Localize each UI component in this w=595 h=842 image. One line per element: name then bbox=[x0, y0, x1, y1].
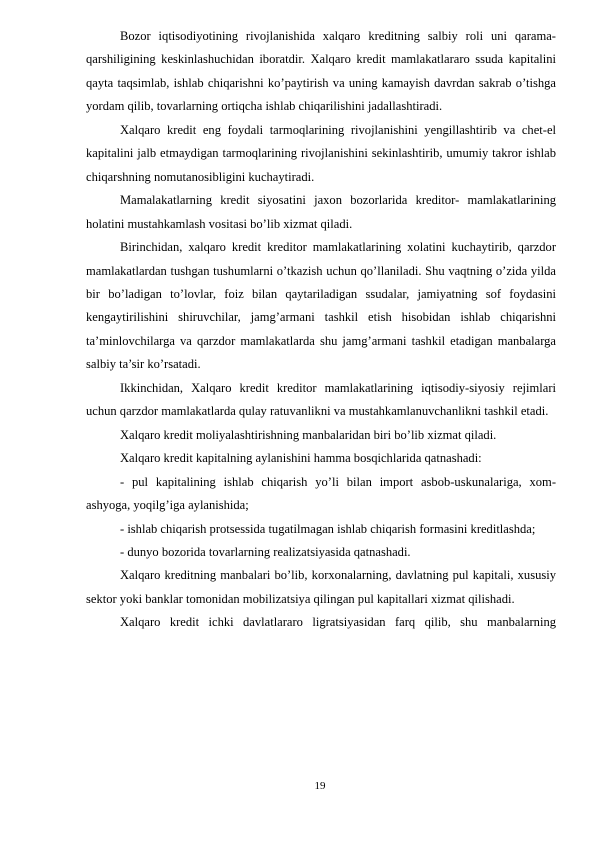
paragraph-4: Birinchidan, xalqaro kredit kreditor mamlakatlarining xolatini kuchaytirib, qarzdor mamlakatlardan tushgan tushumlarni o’tkazish uchun qo’llaniladi. Shu vaqtning o’zida yilda bir bo’ladigan to’lovlar, foiz bilan qaytariladigan ssudalar, jamiyatning sof foydasini kengaytirilishini shiruvchilar, jamg’armani tashkil etish hisobidan ishlab chiqarishni ta’minlovchilarga va qarzdor mamlakatlarda shu jamg’armani tashkil etadigan manbalarga salbiy ta’sir ko’rsatadi. bbox=[86, 240, 556, 372]
list-item-1: - pul kapitalining ishlab chiqarish yo’li bilan import asbob-uskunalariga, xom- ashyoga, yoqilg’iga aylanishida; bbox=[86, 474, 556, 513]
paragraph-5: Ikkinchidan, Xalqaro kredit kreditor mamlakatlarining iqtisodiy-siyosiy rejimlari uchun qarzdor mamlakatlarda qulay ratuvanlikni va mustahkamlanuvchanlikni tashkil etadi. bbox=[86, 380, 556, 419]
paragraph-7: Xalqaro kredit kapitalning aylanishini hamma bosqichlarida qatnashadi: bbox=[120, 451, 482, 466]
document-body bbox=[86, 25, 556, 635]
paragraph-8: Xalqaro kreditning manbalari bo’lib, korxonalarning, davlatning pul kapitali, xususiy sektor yoki banklar tomonidan mobilizatsiya qilingan pul kapitallari xizmat qilishadi. bbox=[86, 568, 556, 606]
paragraph-2: Xalqaro kredit eng foydali tarmoqlarining rivojlanishini yengillashtirib va chet-el kapitalini jalb etmaydigan tarmoqlarining rivojlanishini sekinlashtirib, umumiy takror ishlab chiqarshning nomutanosibligini kuchaytiradi. bbox=[86, 122, 556, 184]
list-item-2: - ishlab chiqarish protsessida tugatilmagan ishlab chiqarish formasini kreditlashda; bbox=[120, 521, 536, 536]
paragraph-6: Xalqaro kredit moliyalashtirishning manbalaridan biri bo’lib xizmat qiladi. bbox=[120, 427, 497, 442]
page-number: 19 bbox=[314, 780, 326, 792]
paragraph-1: Bozor iqtisodiyotining rivojlanishida xalqaro kreditning salbiy roli uni qarama- qarshiligining keskinlashuchidan iboratdir. Xalqaro kredit mamlakatlararo ssuda kapitalini qayta taqsimlab, ishlab chiqarishni ko’paytirish va uning kamayish davrdan sakrab o’tishga yordam qilib, tovarlarning ortiqcha ishlab chiqarilishini jadallashtiradi. bbox=[86, 29, 556, 114]
paragraph-3: Mamalakatlarning kredit siyosatini jaxon bozorlarida kreditor- mamlakatlarining holatini mustahkamlash vositasi bo’lib xizmat qiladi. bbox=[86, 193, 556, 231]
list-item-3: - dunyo bozorida tovarlarning realizatsiyasida qatnashadi. bbox=[120, 544, 411, 559]
paragraph-9: Xalqaro kredit ichki davlatlararo ligratsiyasidan farq qilib, shu manbalarning bbox=[120, 615, 556, 630]
